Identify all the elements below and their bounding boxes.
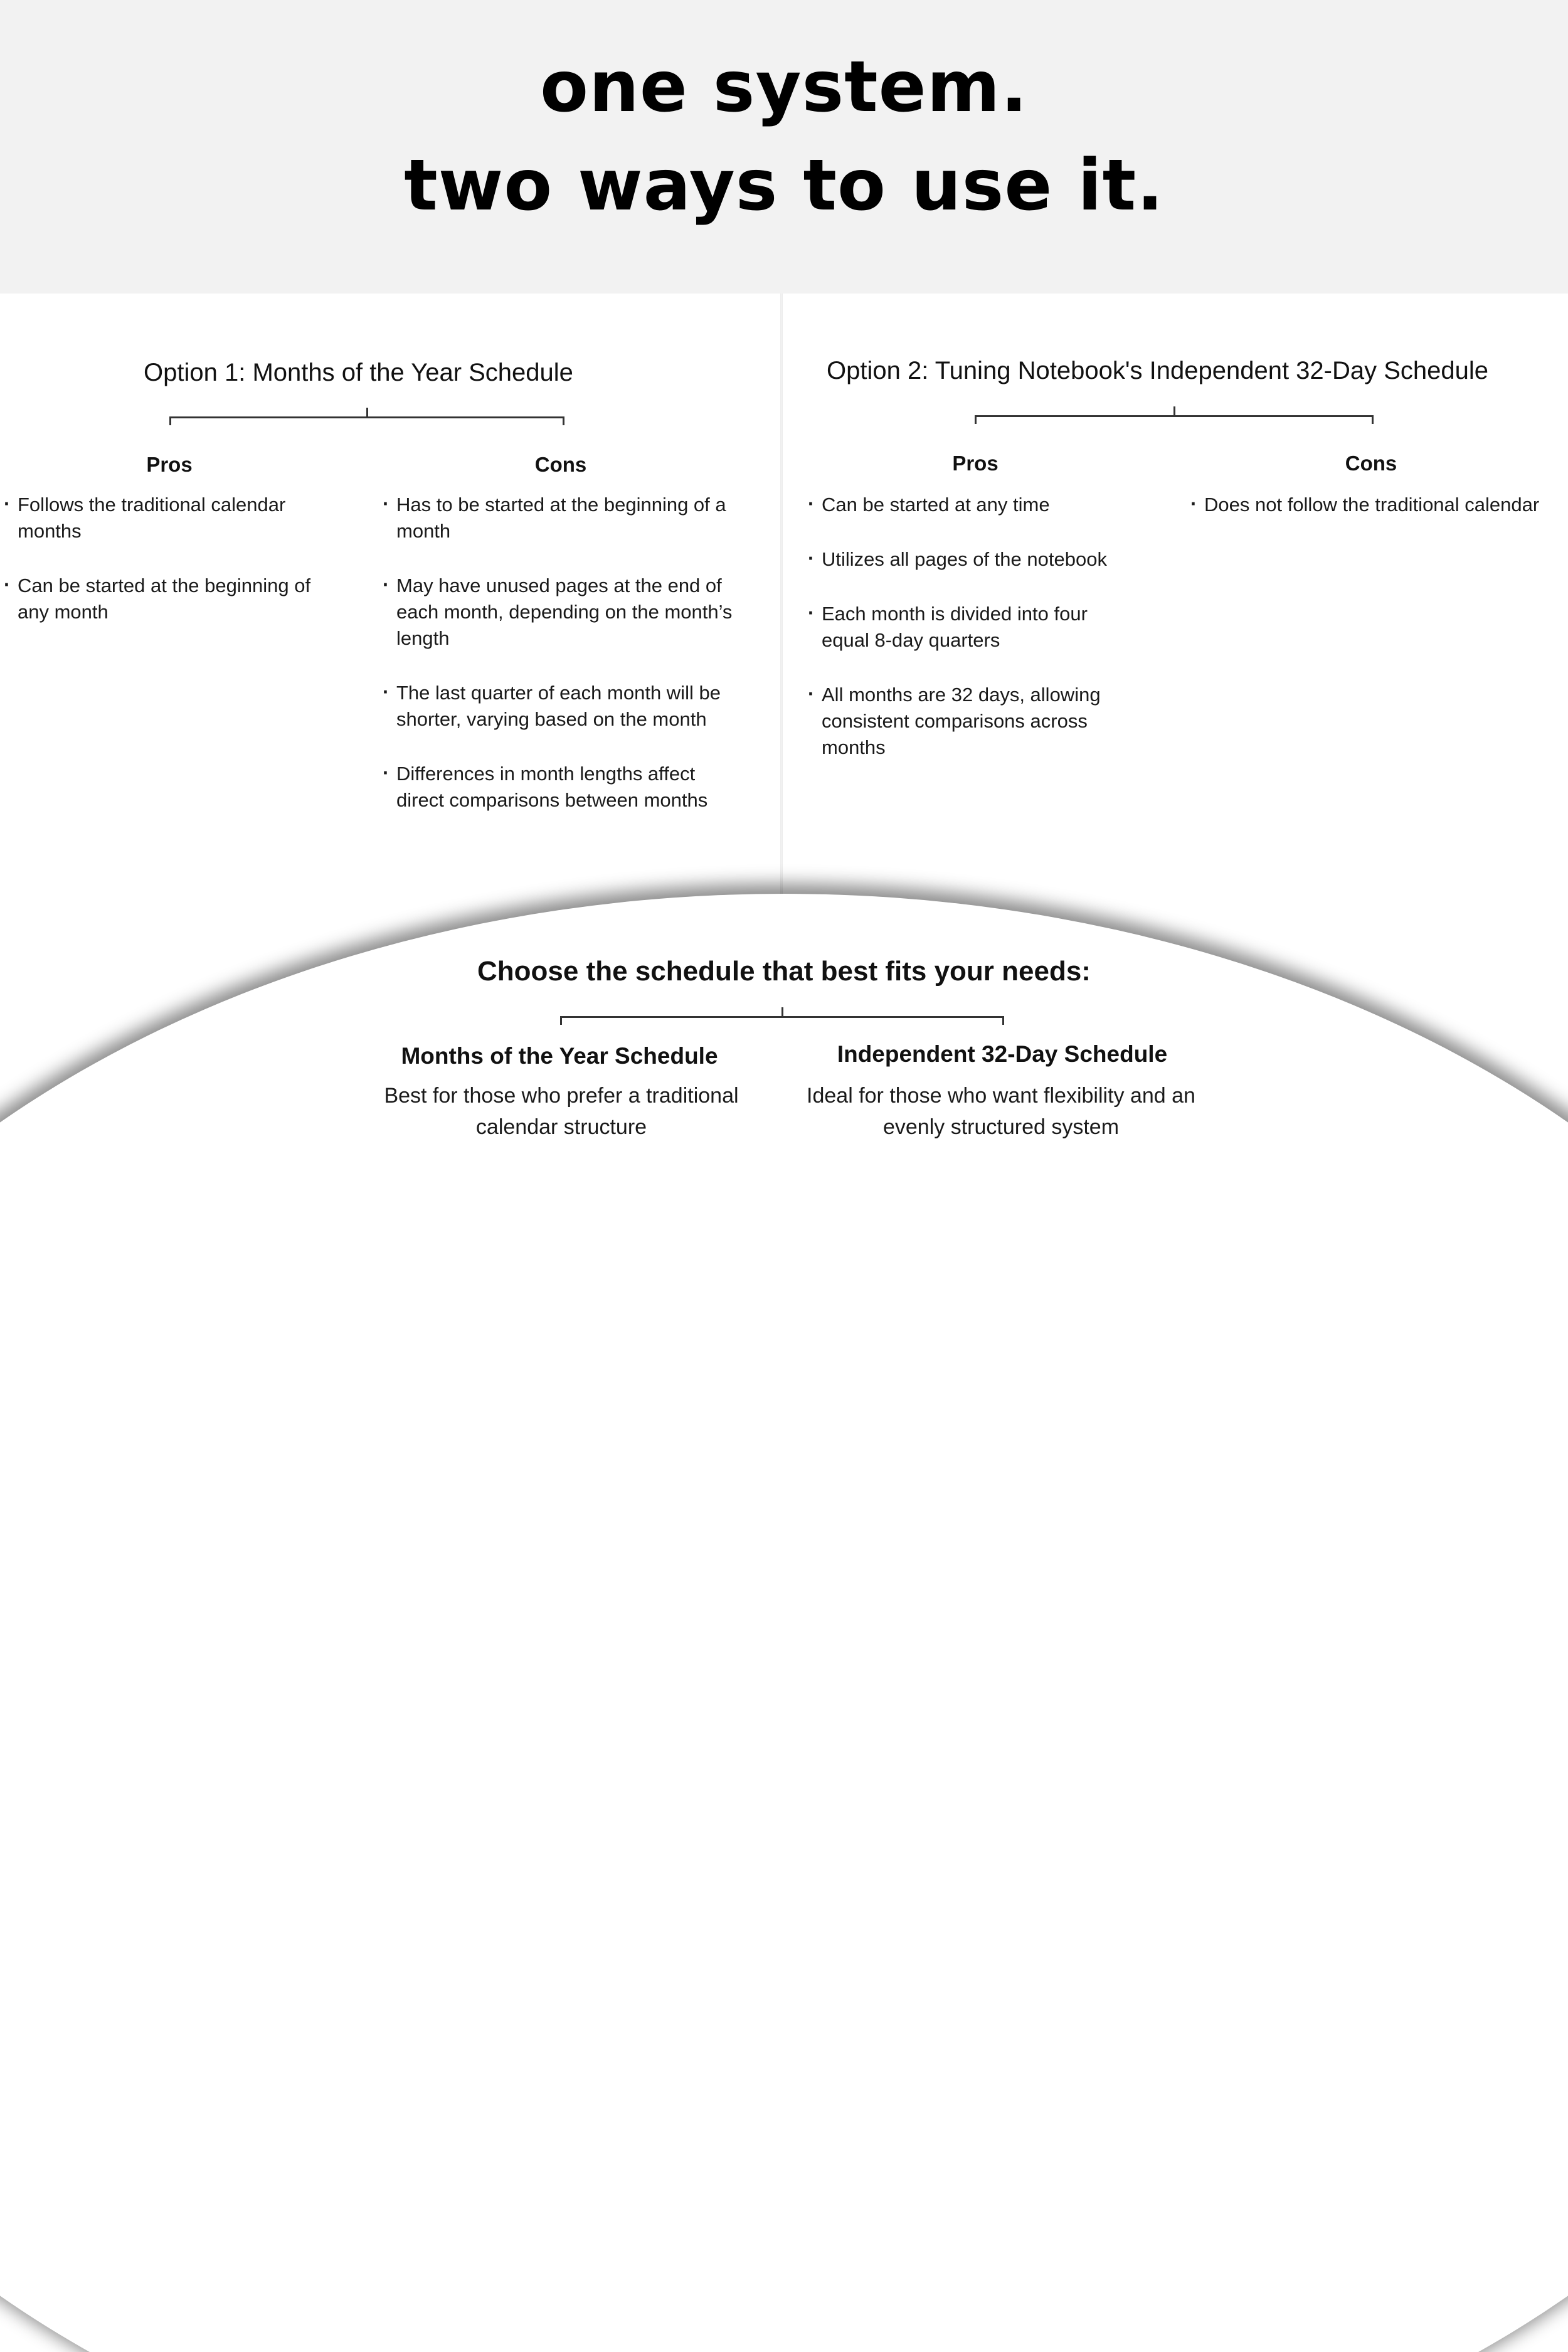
list-item: · Each month is divided into four equal 8-day quarters xyxy=(808,601,1134,654)
list-item: · Differences in month lengths affect direct comparisons between months xyxy=(383,761,746,813)
option-2-bracket xyxy=(975,415,1374,424)
list-item: · All months are 32 days, allowing consistent comparisons across months xyxy=(808,682,1134,761)
choice-right-description: Ideal for those who want flexibility and an evenly structured system xyxy=(807,1084,1195,1139)
header-band xyxy=(0,0,1568,294)
choose-bracket xyxy=(560,1016,1004,1025)
option-1-cons-list xyxy=(383,492,746,842)
choice-left-description: Best for those who prefer a traditional calendar structure xyxy=(384,1084,739,1139)
list-item: · Utilizes all pages of the notebook xyxy=(808,546,1134,573)
option-2-pros-heading: Pros xyxy=(952,452,999,475)
choose-title: Choose the schedule that best fits your needs: xyxy=(477,956,1091,987)
choice-left-heading: Months of the Year Schedule xyxy=(401,1043,718,1069)
option-2-pros-list xyxy=(808,492,1134,789)
option-1-cons-heading: Cons xyxy=(534,453,587,476)
list-item: · May have unused pages at the end of each month, depending on the month’s length xyxy=(383,573,746,652)
option-1-pros-list xyxy=(4,492,342,654)
list-item: · Can be started at the beginning of any month xyxy=(4,573,342,625)
list-item: · Has to be started at the beginning of a month xyxy=(383,492,746,544)
option-2-title: Option 2: Tuning Notebook's Independent 32-Day Schedule xyxy=(827,357,1489,384)
headline-line-1: one system. xyxy=(540,46,1028,128)
list-item: · Follows the traditional calendar months xyxy=(4,492,342,544)
list-item: · Can be started at any time xyxy=(808,492,1134,518)
option-2-cons-heading: Cons xyxy=(1345,452,1397,475)
option-1-bracket xyxy=(169,416,564,425)
choice-right-heading: Independent 32-Day Schedule xyxy=(837,1041,1168,1067)
headline-line-2: two ways to use it. xyxy=(404,145,1164,226)
option-1-title: Option 1: Months of the Year Schedule xyxy=(144,359,573,386)
option-1-pros-heading: Pros xyxy=(146,453,193,476)
option-2-cons-list xyxy=(1190,492,1567,546)
list-item: · Does not follow the traditional calendar xyxy=(1190,492,1567,518)
list-item: · The last quarter of each month will be shorter, varying based on the month xyxy=(383,680,746,733)
center-divider xyxy=(780,294,783,908)
